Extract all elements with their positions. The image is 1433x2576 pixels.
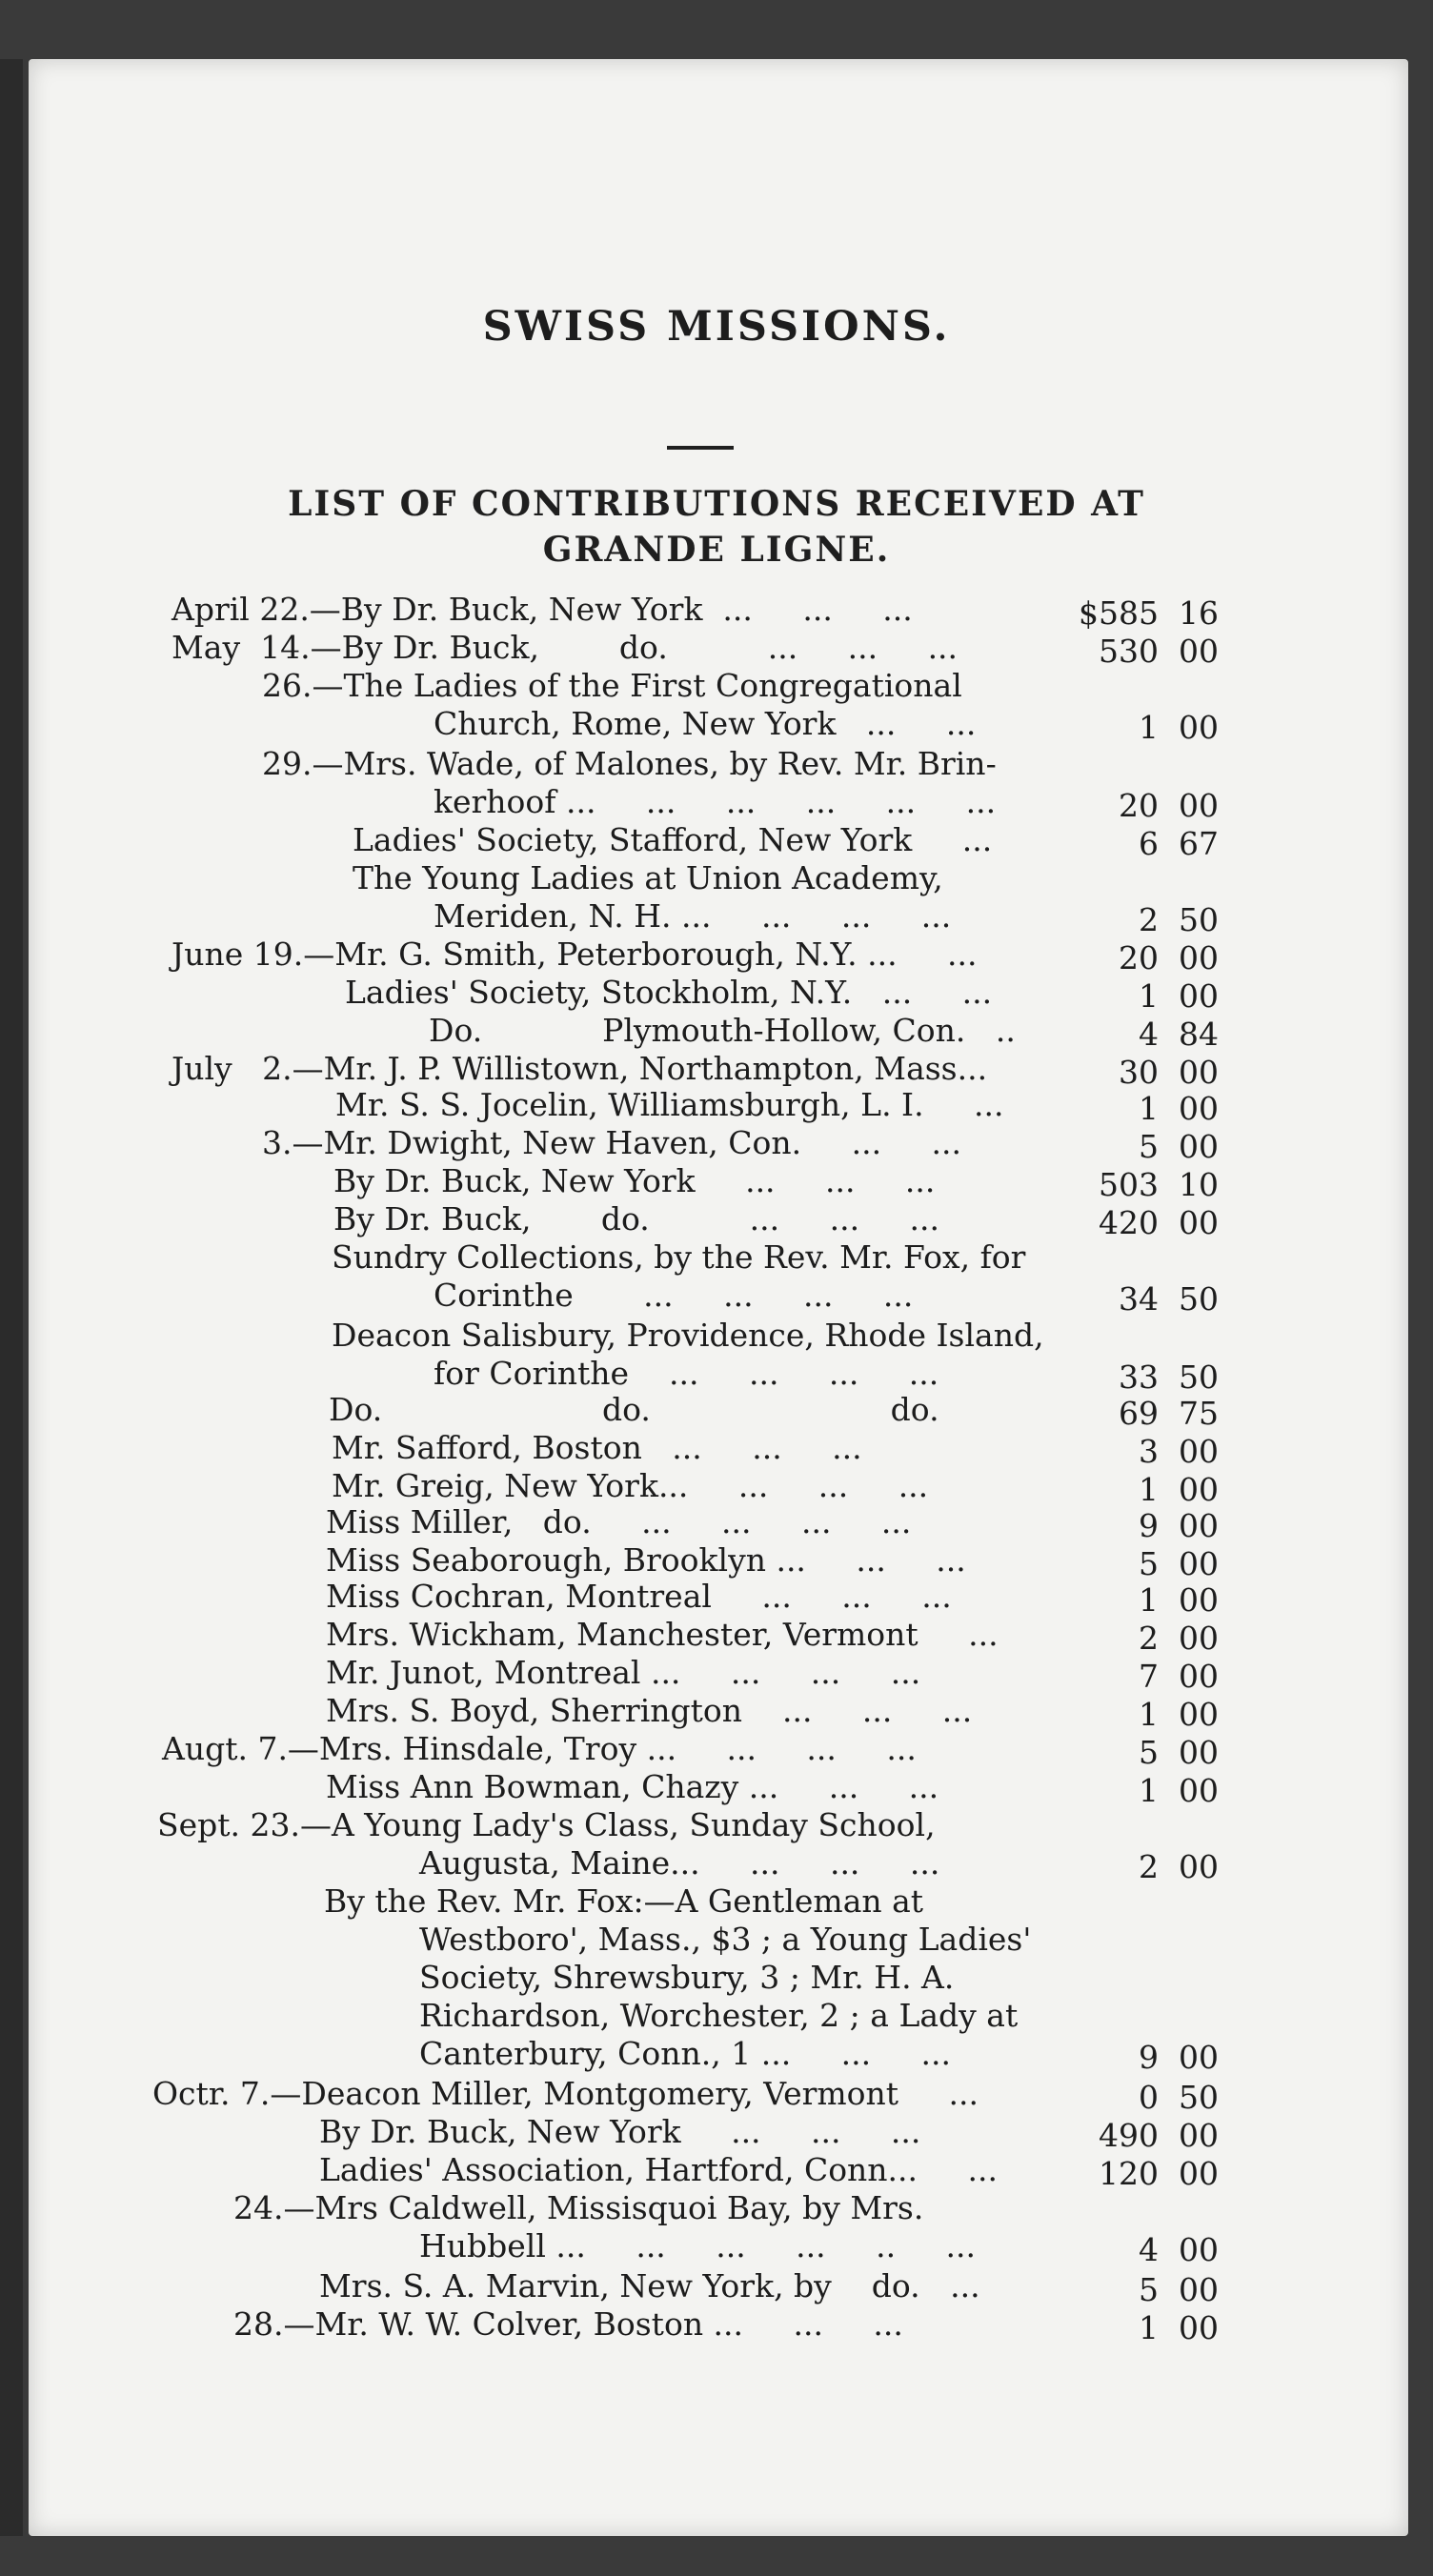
entry-text: Do. do. do. [329,1391,939,1428]
page-title: SWISS MISSIONS. [482,303,951,351]
entry-amount: 5 00 [1139,1734,1219,1771]
entry-amount: 5 00 [1139,1128,1219,1165]
entry-amount: 0 50 [1139,2079,1219,2116]
entry-text: 28.—Mr. W. W. Colver, Boston ... ... ... [233,2305,903,2343]
entry-amount: 2 00 [1139,1620,1219,1657]
entry-amount: 1 00 [1139,1090,1219,1127]
entry-amount: 1 00 [1139,1772,1219,1809]
entry-amount: 69 75 [1119,1395,1219,1432]
entry-amount: 3 00 [1139,1433,1219,1470]
entry-text: Miss Miller, do. ... ... ... ... [326,1503,912,1540]
entry-text: 26.—The Ladies of the First Congregational [262,667,962,704]
entry-amount: 1 00 [1139,977,1219,1015]
entry-text: Society, Shrewsbury, 3 ; Mr. H. A. [419,1959,955,1996]
entry-amount: 4 00 [1139,2231,1219,2268]
entry-amount: 4 84 [1139,1016,1219,1053]
entry-amount: 2 00 [1139,1848,1219,1885]
entry-text: 3.—Mr. Dwight, New Haven, Con. ... ... [262,1124,961,1161]
entry-text: Ladies' Association, Hartford, Conn... ... [319,2151,998,2188]
entry-text: for Corinthe ... ... ... ... [434,1355,939,1392]
entry-amount: 1 00 [1139,2309,1219,2346]
entry-text: Mr. Safford, Boston ... ... ... [332,1429,862,1466]
entry-text: Mrs. S. Boyd, Sherrington ... ... ... [326,1692,973,1729]
entry-amount: 1 00 [1139,1581,1219,1619]
entry-text: Augusta, Maine... ... ... ... [419,1844,940,1882]
entry-text: Mrs. S. A. Marvin, New York, by do. ... [319,2267,980,2304]
entry-text: Sundry Collections, by the Rev. Mr. Fox, for [332,1238,1026,1276]
entry-amount: 1 00 [1139,709,1219,746]
entry-text: May 14.—By Dr. Buck, do. ... ... ... [172,629,959,666]
entry-amount: 33 50 [1119,1358,1219,1396]
entry-text: Mr. Junot, Montreal ... ... ... ... [326,1654,921,1691]
entry-text: kerhoof ... ... ... ... ... ... [434,783,997,820]
entry-text: June 19.—Mr. G. Smith, Peterborough, N.Y. ... ... [172,936,978,973]
entry-text: Miss Seaborough, Brooklyn ... ... ... [326,1541,966,1579]
entry-amount: 7 00 [1139,1658,1219,1695]
subtitle-line-1: LIST OF CONTRIBUTIONS RECEIVED AT [288,484,1145,524]
entry-text: Canterbury, Conn., 1 ... ... ... [419,2035,952,2072]
entry-text: Ladies' Society, Stockholm, N.Y. ... ... [345,974,993,1011]
entry-text: 24.—Mrs Caldwell, Missisquoi Bay, by Mrs. [233,2189,924,2226]
entry-text: Corinthe ... ... ... ... [434,1277,914,1314]
entry-text: Do. Plymouth-Hollow, Con. .. [429,1012,1016,1049]
entry-amount: 503 10 [1099,1166,1219,1203]
entry-text: By Dr. Buck, New York ... ... ... [333,1162,936,1199]
entry-text: Ladies' Society, Stafford, New York ... [353,821,993,858]
entry-text: Mrs. Wickham, Manchester, Vermont ... [326,1616,999,1653]
entry-text: Hubbell ... ... ... ... .. ... [419,2227,976,2264]
entry-text: Octr. 7.—Deacon Miller, Montgomery, Vermont ... [152,2075,979,2112]
entry-text: Richardson, Worchester, 2 ; a Lady at [419,1997,1019,2034]
entry-amount: 9 00 [1139,2039,1219,2076]
entry-text: By Dr. Buck, New York ... ... ... [319,2113,921,2150]
entry-text: Sept. 23.—A Young Lady's Class, Sunday School, [157,1806,936,1843]
entry-amount: 420 00 [1099,1204,1219,1241]
entry-text: Augt. 7.—Mrs. Hinsdale, Troy ... ... ... ... [162,1730,917,1767]
entry-amount: 5 00 [1139,2271,1219,2308]
entry-amount: 5 00 [1139,1545,1219,1582]
entry-amount: 1 00 [1139,1471,1219,1508]
entry-text: Westboro', Mass., $3 ; a Young Ladies' [419,1921,1032,1958]
entry-text: Miss Cochran, Montreal ... ... ... [326,1578,952,1615]
entry-amount: 1 00 [1139,1696,1219,1733]
subtitle-line-2: GRANDE LIGNE. [542,530,891,570]
entry-text: Meriden, N. H. ... ... ... ... [434,897,952,935]
entry-amount: 120 00 [1099,2155,1219,2192]
entry-amount: $585 16 [1079,594,1219,632]
entry-text: The Young Ladies at Union Academy, [353,859,943,896]
entry-amount: 530 00 [1099,633,1219,670]
entry-amount: 20 00 [1119,787,1219,824]
entry-amount: 6 67 [1139,825,1219,862]
entry-text: Deacon Salisbury, Providence, Rhode Island, [332,1317,1044,1354]
entry-text: 29.—Mrs. Wade, of Malones, by Rev. Mr. Brin- [262,745,997,782]
entry-amount: 490 00 [1099,2117,1219,2154]
entry-text: By the Rev. Mr. Fox:—A Gentleman at [324,1882,924,1920]
entry-text: Mr. S. S. Jocelin, Williamsburgh, L. I. ... [335,1086,1004,1123]
entry-text: Miss Ann Bowman, Chazy ... ... ... [326,1768,939,1805]
entry-text: Church, Rome, New York ... ... [434,705,977,742]
entry-amount: 20 00 [1119,939,1219,976]
entry-amount: 2 50 [1139,901,1219,938]
entry-amount: 9 00 [1139,1507,1219,1544]
entry-text: April 22.—By Dr. Buck, New York ... ... ... [172,591,913,628]
entry-amount: 34 50 [1119,1280,1219,1318]
entry-text: Mr. Greig, New York... ... ... ... [332,1467,929,1504]
entry-text: By Dr. Buck, do. ... ... ... [333,1200,939,1238]
entry-amount: 30 00 [1119,1054,1219,1091]
entry-text: July 2.—Mr. J. P. Willistown, Northampton, Mass... [172,1050,988,1087]
